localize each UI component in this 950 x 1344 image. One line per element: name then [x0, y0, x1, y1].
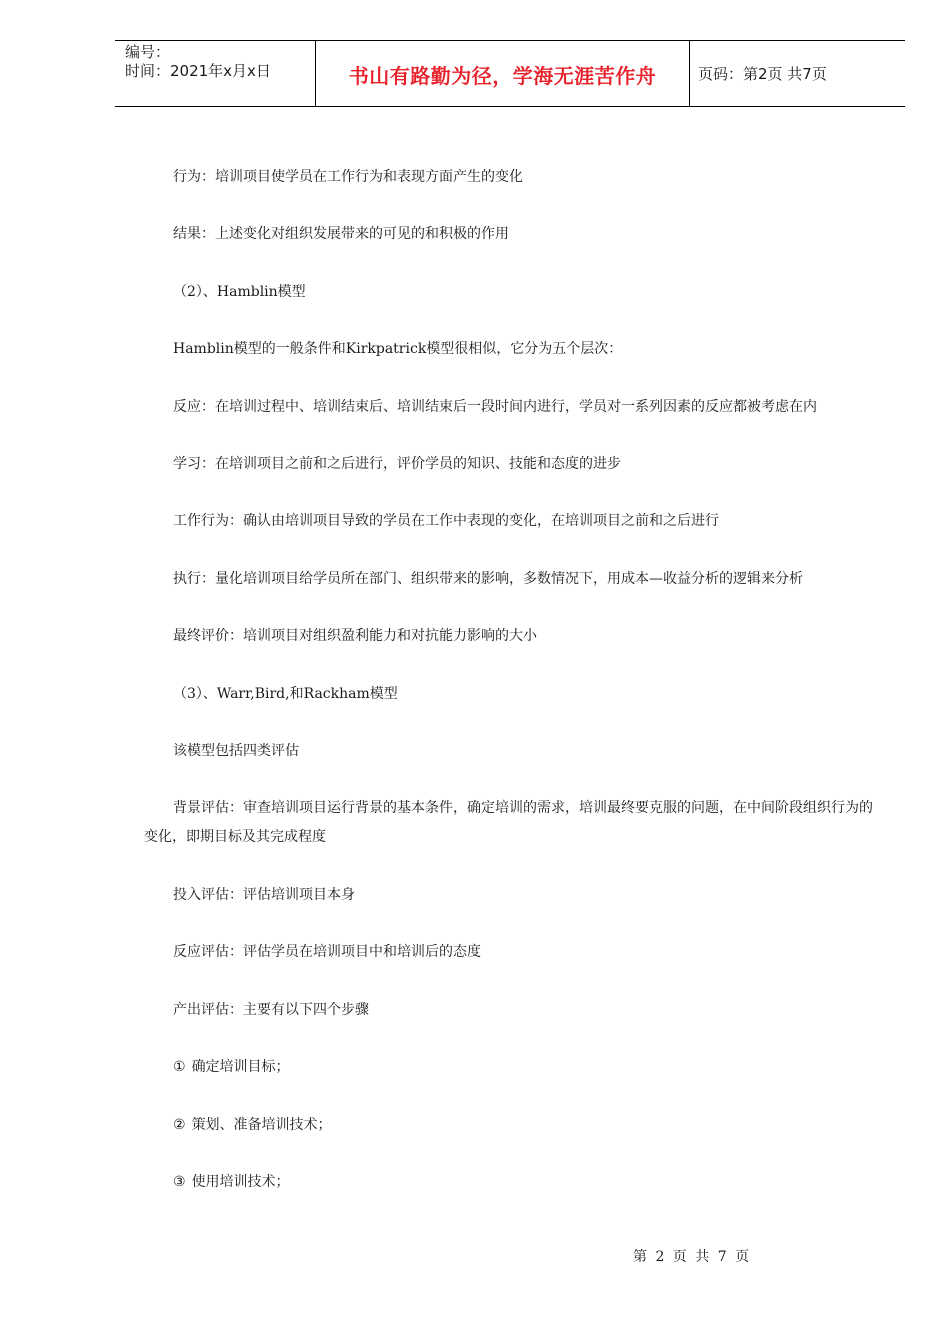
- paragraph-work-behavior: 工作行为：确认由培训项目导致的学员在工作中表现的变化，在培训项目之前和之后进行: [173, 513, 719, 529]
- list-marker: ②: [173, 1117, 186, 1133]
- paragraph-output-evaluation: 产出评估：主要有以下四个步骤: [173, 1002, 369, 1018]
- list-item: [173, 1057, 290, 1077]
- header-motto-cell: [316, 41, 690, 106]
- serial-number-label: 编号：: [125, 43, 171, 61]
- list-marker: ①: [173, 1059, 186, 1075]
- section-heading-warr: （3）、Warr,Bird,和Rackham模型: [173, 686, 398, 702]
- paragraph-reaction-evaluation: 反应评估：评估学员在培训项目中和培训后的态度: [173, 944, 481, 960]
- paragraph-context-evaluation: 背景评估：审查培训项目运行背景的基本条件，确定培训的需求，培训最终要克服的问题，在中间阶段组织行为的变化，即期目标及其完成程度: [144, 800, 873, 845]
- paragraph-execution: 执行：量化培训项目给学员所在部门、组织带来的影响，多数情况下，用成本—收益分析的逻辑来分析: [173, 571, 803, 587]
- list-item-text: 确定培训目标；: [191, 1059, 290, 1075]
- date-label: 时间：2021年x月x日: [125, 62, 271, 80]
- paragraph-behavior: 行为：培训项目使学员在工作行为和表现方面产生的变化: [173, 169, 523, 185]
- paragraph-learning: 学习：在培训项目之前和之后进行，评价学员的知识、技能和态度的进步: [173, 456, 621, 472]
- list-item: [173, 1172, 290, 1192]
- list-item-text: 策划、准备培训技术；: [191, 1117, 332, 1133]
- page-footer-number: 第 2 页 共 7 页: [633, 1249, 750, 1265]
- paragraph-reaction: 反应：在培训过程中、培训结束后、培训结束后一段时间内进行，学员对一系列因素的反应都被考虑在内: [173, 399, 817, 415]
- section-heading-hamblin: （2）、Hamblin模型: [173, 284, 306, 300]
- paragraph-four-evaluations: 该模型包括四类评估: [173, 743, 299, 759]
- header-page-cell: [690, 41, 905, 106]
- header-meta-cell: [115, 41, 316, 106]
- header-page-label: 页码：第2页 共7页: [698, 65, 827, 83]
- paragraph-hamblin-intro: Hamblin模型的一般条件和Kirkpatrick模型很相似，它分为五个层次：: [173, 341, 623, 357]
- page-header: [115, 40, 905, 107]
- list-item: [173, 1115, 332, 1135]
- motto-text: 书山有路勤为径，学海无涯苦作舟: [348, 64, 657, 88]
- list-item-text: 使用培训技术；: [191, 1174, 290, 1190]
- paragraph-input-evaluation: 投入评估：评估培训项目本身: [173, 887, 355, 903]
- paragraph-final-evaluation: 最终评价：培训项目对组织盈利能力和对抗能力影响的大小: [173, 628, 537, 644]
- paragraph-results: 结果：上述变化对组织发展带来的可见的和积极的作用: [173, 226, 509, 242]
- list-marker: ③: [173, 1174, 186, 1190]
